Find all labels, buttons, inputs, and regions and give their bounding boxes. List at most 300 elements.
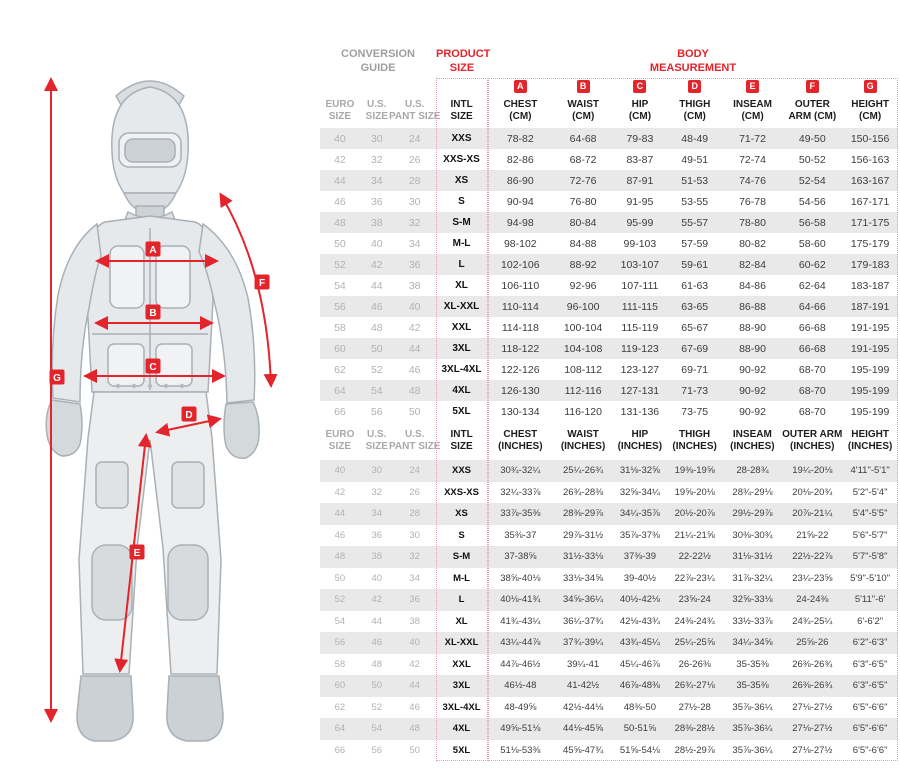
table-cell: 53-55	[681, 195, 709, 208]
table-cell: S-M	[452, 551, 471, 563]
table-cell: XL-XXL	[444, 637, 479, 649]
column-header-text: THIGH	[679, 98, 711, 110]
column-header-text: HEIGHT	[851, 428, 889, 440]
table-cell: 74-76	[739, 174, 766, 187]
column-header-text: U.S.	[404, 428, 425, 440]
table-cell	[842, 94, 898, 128]
table-row	[320, 654, 898, 676]
table-cell: 126-130	[501, 384, 540, 397]
jacket-pocket-right	[156, 344, 192, 386]
table-cell: 66	[334, 405, 346, 418]
table-cell	[388, 94, 441, 128]
table-cell: 195-199	[850, 363, 890, 376]
table-row	[320, 589, 898, 611]
table-cell: 122-126	[501, 363, 540, 376]
column-header-text: (CM)	[741, 111, 764, 122]
table-cell: 56	[370, 405, 383, 418]
table-cell: 5XL	[452, 406, 471, 417]
table-cell: 52-54	[798, 174, 826, 187]
column-header-text: THIGH	[679, 428, 711, 440]
table-cell: 26¾-27⅛	[674, 680, 715, 692]
table-cell: 30	[409, 529, 420, 541]
table-cell: 59-61	[681, 258, 709, 271]
table-row	[320, 317, 898, 338]
table-cell: 68-70	[798, 405, 826, 418]
table-cell: 24	[408, 132, 421, 145]
table-cell: 34⅝-36¼	[563, 594, 604, 606]
table-row	[320, 460, 898, 482]
column-header-text: OUTER ARM	[782, 428, 843, 440]
table-cell: 32	[408, 216, 421, 229]
table-cell: 32	[409, 551, 420, 563]
table-cell: 3XL	[452, 343, 471, 354]
table-cell: 46½-48	[504, 680, 537, 692]
product-size-title	[436, 48, 491, 78]
column-header-text: U.S.	[404, 98, 425, 110]
table-cell: 64-66	[798, 300, 826, 313]
table-cell: 92-96	[569, 279, 597, 292]
table-cell: 40	[370, 237, 383, 250]
table-cell: 32¼-33⅞	[500, 486, 541, 498]
table-cell: 51⅝-54⅛	[619, 744, 660, 756]
table-cell: 91-95	[626, 195, 654, 208]
table-row	[320, 740, 898, 762]
table-row	[320, 525, 898, 547]
measure-letter-badge: B	[577, 80, 590, 93]
table-cell: 78-82	[506, 132, 534, 145]
table-cell: 57-59	[681, 237, 709, 250]
table-cell: 67-69	[681, 342, 709, 355]
table-cell: L	[458, 594, 465, 606]
table-cell: XXL	[452, 658, 471, 670]
table-cell: 6'-6'2"	[857, 615, 884, 627]
table-cell: 27½-28	[678, 701, 711, 713]
table-cell: 38	[371, 551, 383, 563]
table-cell: 50	[408, 405, 421, 418]
measure-letter-badge: A	[514, 80, 527, 93]
table-cell: 68-70	[798, 363, 826, 376]
table-cell	[553, 78, 613, 94]
table-row	[320, 546, 898, 568]
cm-table-header	[320, 94, 898, 128]
table-cell	[722, 422, 782, 460]
column-header-text: ARM (CM)	[788, 111, 837, 122]
column-header-text: HIP	[631, 428, 649, 440]
measure-letter-badge: C	[633, 80, 646, 93]
column-header-text: (INCHES)	[847, 441, 893, 452]
table-cell: 33½-33⅞	[732, 615, 773, 627]
table-cell: 6'5"-6'6"	[852, 744, 888, 756]
column-header-text: CHEST	[503, 98, 538, 110]
table-cell	[388, 422, 441, 460]
table-cell: 78-80	[739, 216, 766, 229]
table-cell	[488, 94, 554, 128]
table-cell: 40⅛-41¾	[500, 594, 541, 606]
measure-letter-badge: D	[688, 80, 701, 93]
table-cell: 30	[408, 195, 421, 208]
table-cell: 60	[334, 680, 346, 692]
table-cell: 52	[334, 594, 346, 606]
table-cell: XS	[455, 508, 468, 520]
column-header-text: (CM)	[509, 111, 532, 122]
table-cell: 35⅞-37⅜	[619, 529, 660, 541]
table-cell: 46	[409, 701, 420, 713]
table-cell: 51⅛-53⅜	[500, 744, 541, 756]
table-titles	[320, 48, 900, 78]
table-cell: M-L	[453, 572, 470, 584]
table-cell: 48	[334, 216, 346, 229]
table-cell	[723, 94, 783, 128]
table-cell: 27⅛-27½	[792, 701, 833, 713]
table-cell: 26	[408, 153, 421, 166]
table-row	[320, 359, 898, 380]
table-cell: 46	[334, 529, 346, 541]
table-cell: 68-72	[569, 153, 597, 166]
table-cell: 31⅛-31½	[732, 551, 773, 563]
table-cell: XS	[454, 175, 469, 186]
table-cell	[782, 94, 842, 128]
table-cell: 82-84	[739, 258, 766, 271]
table-cell: 195-199	[850, 384, 890, 397]
column-header-text: CHEST	[503, 428, 538, 440]
table-cell: 24⅜-24¾	[674, 615, 715, 627]
table-cell: 90-94	[506, 195, 534, 208]
table-cell: 64	[334, 384, 346, 397]
marker-c: C	[149, 362, 157, 373]
table-cell	[553, 94, 613, 128]
table-cell: 44	[409, 680, 420, 692]
table-cell: 54	[371, 723, 383, 735]
column-header-text: INTL	[450, 428, 473, 440]
table-cell: 37-38⅝	[504, 551, 537, 563]
pants-thigh-pocket-left	[96, 462, 128, 508]
table-cell: 54	[370, 384, 383, 397]
column-header-text: (INCHES)	[672, 441, 717, 452]
table-cell: 76-78	[739, 195, 766, 208]
table-cell: 4XL	[452, 723, 471, 735]
table-cell: XXS-XS	[443, 154, 480, 165]
table-cell: 40½-42⅛	[619, 594, 660, 606]
table-cell: 31½-33⅛	[563, 551, 604, 563]
jacket-chest-panel-left	[110, 246, 144, 308]
table-cell: 30	[371, 465, 383, 477]
table-cell: 28	[409, 508, 420, 520]
table-cell: 65-67	[681, 321, 709, 334]
table-cell: 87-91	[626, 174, 654, 187]
column-header-text: SIZE	[450, 111, 473, 122]
table-cell: 48	[371, 658, 383, 670]
table-cell: XXL	[451, 322, 472, 333]
table-cell: 19⅜-19⅝	[674, 465, 715, 477]
table-cell: 26⅜-26¾	[792, 680, 833, 692]
table-cell: 23⅝-24	[678, 594, 711, 606]
inches-table-header	[320, 422, 898, 460]
column-header-text: (INCHES)	[730, 441, 775, 452]
column-header-text: (CM)	[683, 111, 706, 122]
table-cell: 82-86	[506, 153, 534, 166]
marker-f: F	[258, 278, 266, 289]
table-cell: 107-111	[621, 279, 659, 292]
table-cell	[436, 422, 488, 460]
table-cell: 191-195	[850, 321, 890, 334]
table-cell: 21⅝-22	[796, 529, 829, 541]
table-cell: 35⅞-36¼	[732, 744, 773, 756]
table-row	[320, 503, 898, 525]
table-cell: 103-107	[620, 258, 660, 271]
table-cell: 35-35⅜	[736, 680, 769, 692]
table-cell: 62	[334, 363, 346, 376]
measure-letter-badge: F	[806, 80, 819, 93]
table-cell: 66-68	[798, 342, 826, 355]
column-header-text: (INCHES)	[790, 441, 835, 452]
table-cell: 19¼-20⅛	[792, 465, 833, 477]
table-cell: 38⅝-40⅛	[500, 572, 541, 584]
table-cell: 123-127	[620, 363, 660, 376]
table-cell	[436, 78, 488, 94]
table-cell	[842, 422, 898, 460]
table-cell: 3XL	[452, 680, 471, 692]
table-cell: 96-100	[566, 300, 600, 313]
table-cell: 50	[370, 342, 383, 355]
table-cell: 131-136	[620, 405, 660, 418]
table-cell: S-M	[452, 217, 471, 228]
table-cell: 44	[370, 279, 383, 292]
table-cell: 42	[408, 321, 421, 334]
table-cell: 6'5"-6'6"	[852, 701, 888, 713]
table-cell: 55-57	[681, 216, 709, 229]
table-cell: 119-123	[621, 342, 659, 355]
table-cell: 25¼-25⅝	[674, 637, 715, 649]
table-cell: 43¾-45¼	[619, 637, 660, 649]
table-cell: 50-51⅝	[623, 723, 656, 735]
table-cell: 30¾-32¼	[500, 465, 541, 477]
table-cell: 54-56	[798, 195, 826, 208]
table-cell: 156-163	[850, 153, 890, 166]
table-cell: 49⅝-51⅛	[500, 723, 541, 735]
table-cell: 187-191	[850, 300, 890, 313]
table-cell: 115-119	[621, 321, 659, 334]
table-cell	[436, 94, 488, 128]
table-cell: 86-88	[739, 300, 766, 313]
table-row	[320, 675, 898, 697]
table-cell: 90-92	[739, 384, 766, 397]
table-cell: XL	[455, 615, 468, 627]
measure-letter-badges-row	[320, 78, 898, 94]
table-cell: 72-74	[739, 153, 766, 166]
table-cell: 4XL	[452, 385, 471, 396]
table-cell	[782, 78, 842, 94]
table-cell: 100-104	[563, 321, 603, 334]
table-cell: 71-72	[739, 132, 766, 145]
table-cell: 48	[370, 321, 383, 334]
table-cell: 58	[334, 658, 346, 670]
table-cell: 34¼-34⅝	[732, 637, 773, 649]
table-cell: 35⅞-36¼	[732, 701, 773, 713]
conversion-guide-title	[320, 48, 436, 78]
table-cell: 48	[334, 551, 346, 563]
table-cell: 80-82	[739, 237, 766, 250]
table-cell: 76-80	[569, 195, 597, 208]
table-cell: 127-131	[620, 384, 660, 397]
table-cell: 54	[334, 615, 346, 627]
table-cell: 37¾-39¼	[563, 637, 604, 649]
table-cell: 28⅜-28½	[674, 723, 715, 735]
table-cell: 90-92	[739, 363, 766, 376]
table-cell: 6'2"-6'3"	[852, 637, 888, 649]
table-cell: 6'3"-6'5"	[852, 658, 888, 670]
column-header-text: (INCHES)	[498, 441, 543, 452]
table-cell: 111-115	[621, 300, 658, 313]
table-cell: 28-28¾	[736, 465, 769, 477]
table-cell: 5'2"-5'4"	[852, 486, 888, 498]
table-cell: M-L	[452, 238, 471, 249]
table-cell: 22-22½	[678, 551, 711, 563]
table-cell: 26¾-28⅜	[563, 486, 604, 498]
table-cell: 42⅛-43¾	[619, 615, 660, 627]
table-cell: 46	[408, 363, 421, 376]
column-header-text: HIP	[631, 98, 649, 110]
table-row	[320, 568, 898, 590]
table-row	[320, 697, 898, 719]
table-row	[320, 275, 898, 296]
table-cell: 51-53	[681, 174, 709, 187]
table-cell: S	[458, 529, 465, 541]
table-cell: 42	[334, 486, 346, 498]
measure-letter-badge: E	[746, 80, 759, 93]
column-header-text: SIZE	[450, 441, 473, 452]
pants	[79, 392, 221, 674]
table-cell	[667, 422, 723, 460]
table-cell	[487, 78, 553, 94]
table-cell: 60-62	[798, 258, 826, 271]
table-cell: 20½-20⅞	[674, 508, 715, 520]
measure-letter-badge: G	[864, 80, 877, 93]
table-cell: 183-187	[850, 279, 890, 292]
table-cell: 44	[408, 342, 421, 355]
table-cell	[553, 422, 613, 460]
table-cell: 42	[371, 594, 383, 606]
table-cell: 56	[371, 744, 383, 756]
table-cell: 95-99	[626, 216, 654, 229]
column-header-text: U.S.	[367, 428, 387, 440]
table-row	[320, 401, 898, 422]
table-cell: 33⅞-35⅜	[500, 508, 541, 520]
table-cell: 99-103	[623, 237, 657, 250]
table-cell: 22½-22⅞	[792, 551, 833, 563]
table-cell: 66	[334, 744, 346, 756]
table-cell: 28½-29⅞	[674, 744, 715, 756]
column-header-text: OUTER	[794, 98, 830, 110]
column-header-text: SIZE	[365, 111, 388, 122]
table-cell: 37⅜-39	[623, 551, 656, 563]
table-cell: 40	[408, 300, 421, 313]
table-cell: 22⅞-23¼	[674, 572, 715, 584]
table-cell	[320, 94, 360, 128]
table-cell: 29⅞-31½	[563, 529, 604, 541]
table-cell: 150-156	[850, 132, 890, 145]
rider-figure	[0, 0, 320, 782]
table-cell: 38	[370, 216, 383, 229]
table-cell: 49-51	[681, 153, 709, 166]
table-cell: 21¼-21⅝	[674, 529, 715, 541]
table-cell: XL-XXL	[443, 301, 480, 312]
table-cell: 130-134	[501, 405, 540, 418]
table-cell: 71-73	[681, 384, 709, 397]
conversion-guide-title-text: CONVERSION GUIDE	[341, 48, 415, 74]
table-row	[320, 632, 898, 654]
table-cell: 56-58	[798, 216, 826, 229]
table-cell: 58-60	[798, 237, 826, 250]
table-cell: 5'6"-5'7"	[852, 529, 888, 541]
table-cell	[723, 78, 783, 94]
table-cell: 61-63	[681, 279, 709, 292]
table-cell: 86-90	[506, 174, 534, 187]
table-cell: 38	[409, 615, 420, 627]
table-cell: 27⅛-27½	[792, 723, 833, 735]
table-cell: 26-26⅜	[678, 658, 711, 670]
table-cell: 46⅞-48⅜	[619, 680, 660, 692]
table-cell: 44	[371, 615, 383, 627]
table-row	[320, 170, 898, 191]
table-cell: 35-35⅜	[736, 658, 769, 670]
table-cell: 44⅛-45⅝	[563, 723, 604, 735]
table-cell: 42	[334, 153, 346, 166]
table-cell: 80-84	[569, 216, 597, 229]
table-cell: 32⅝-34¼	[619, 486, 660, 498]
table-cell	[667, 78, 723, 94]
table-cell: 41¾-43¼	[500, 615, 541, 627]
rider-illustration	[46, 81, 259, 741]
column-header-text: (INCHES)	[560, 441, 606, 452]
table-cell: 84-86	[739, 279, 766, 292]
table-cell: 5'9"-5'10"	[850, 572, 891, 584]
table-cell: 90-92	[739, 405, 766, 418]
table-cell: 44⅞-46½	[500, 658, 541, 670]
table-cell: 56	[334, 637, 346, 649]
table-cell: 46	[334, 195, 346, 208]
glove-right	[224, 402, 259, 458]
table-cell: 36¼-37¾	[563, 615, 604, 627]
table-cell	[613, 78, 667, 94]
column-header-text: INTL	[450, 98, 473, 110]
table-cell: 52	[334, 258, 346, 271]
table-cell: 36	[409, 594, 420, 606]
table-cell: 50	[334, 572, 346, 584]
table-row	[320, 296, 898, 317]
table-cell: 52	[371, 701, 383, 713]
table-cell: 34	[370, 174, 383, 187]
table-cell: 3XL-4XL	[442, 701, 481, 713]
table-cell: 26	[409, 486, 420, 498]
goggles-lens	[125, 139, 175, 162]
table-cell: 41-42½	[566, 680, 600, 692]
table-cell: 35⅞-36¼	[732, 723, 773, 735]
table-cell: 19⅝-20⅛	[674, 486, 715, 498]
table-cell: 88-90	[739, 321, 766, 334]
table-cell: XXS	[451, 133, 472, 144]
table-row	[320, 128, 898, 149]
boot-left	[77, 676, 133, 741]
table-cell	[667, 94, 723, 128]
table-cell: 62-64	[798, 279, 826, 292]
table-cell: 171-175	[850, 216, 890, 229]
table-cell: 31⅛-32⅝	[619, 465, 660, 477]
table-cell: 48	[409, 723, 420, 735]
table-cell: 50-52	[798, 153, 826, 166]
table-cell: 25⅝-26	[796, 637, 829, 649]
table-cell: 25¼-26¾	[563, 465, 604, 477]
table-cell: 36	[371, 529, 383, 541]
